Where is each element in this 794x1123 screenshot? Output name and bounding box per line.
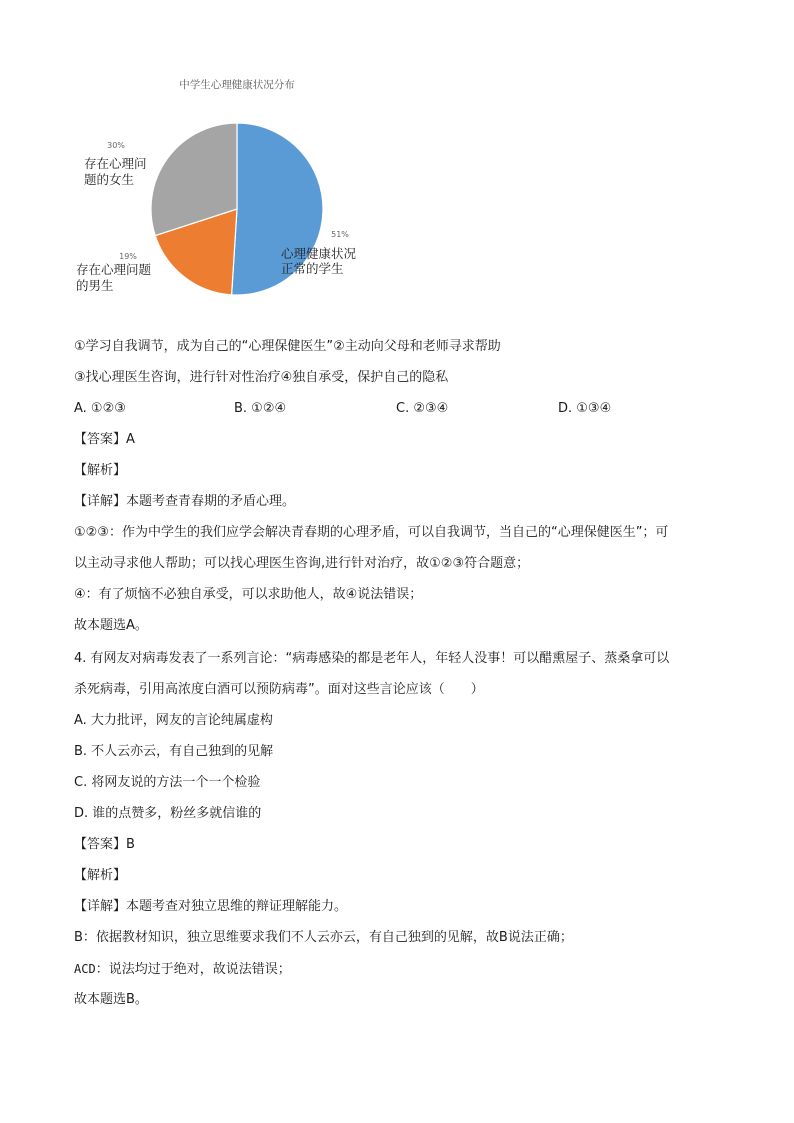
q4-explanation-1: B：依据教材知识，独立思维要求我们不人云亦云，有自己独到的见解，故B说法正确； [74, 930, 573, 945]
q4-stem-2: 杀死病毒，引用高浓度白酒可以预防病毒”。面对这些言论应该（ ） [74, 682, 484, 697]
slice-label-normal-line1: 心理健康状况 [281, 246, 357, 261]
pct-label-boys: 19% [119, 252, 137, 261]
q3-explanation-1a: ①②③：作为中学生的我们应学会解决青春期的心理矛盾，可以自我调节，当自己的“心理保健医生”；可 [74, 525, 669, 540]
q3-explanation-2: ④：有了烦恼不必独自承受，可以求助他人，故④说法错误； [74, 587, 423, 602]
pct-label-normal: 51% [331, 230, 349, 239]
q4-detail: 【详解】本题考查对独立思维的辩证理解能力。 [74, 899, 348, 914]
q4-option-b: B. 不人云亦云，有自己独到的见解 [74, 744, 274, 759]
q4-explanation-2 [74, 960, 291, 979]
q4-option-a: A. 大力批评，网友的言论纯属虚构 [74, 713, 273, 728]
q4-explanation-2-code: ACD [74, 962, 96, 976]
slice-label-girls-line1: 存在心理问 [84, 156, 147, 171]
q3-option-b: B. ①②④ [234, 401, 287, 416]
q3-statement-2: ③找心理医生咨询，进行针对性治疗④独自承受，保护自己的隐私 [74, 370, 449, 385]
q4-option-d: D. 谁的点赞多，粉丝多就信谁的 [74, 806, 262, 821]
slice-label-boys-line1: 存在心理问题 [76, 262, 152, 277]
q3-explanation-1b: 以主动寻求他人帮助；可以找心理医生咨询,进行针对治疗，故①②③符合题意； [74, 556, 530, 571]
q3-option-d: D. ①③④ [558, 401, 612, 416]
q3-analysis-heading: 【解析】 [74, 463, 127, 478]
q4-explanation-2-text: ：说法均过于绝对，故说法错误； [95, 962, 291, 977]
q3-statement-1: ①学习自我调节，成为自己的“心理保健医生”②主动向父母和老师寻求帮助 [74, 339, 501, 354]
chart-title: 中学生心理健康状况分布 [179, 79, 295, 91]
q4-conclusion: 故本题选B。 [74, 992, 148, 1007]
slice-label-girls-line2: 题的女生 [84, 172, 135, 187]
q3-option-a: A. ①②③ [74, 401, 126, 416]
q3-detail: 【详解】本题考查青春期的矛盾心理。 [74, 494, 296, 509]
slice-label-normal-line2: 正常的学生 [281, 261, 344, 276]
q4-answer: 【答案】B [74, 837, 135, 852]
q4-stem-1: 4. 有网友对病毒发表了一系列言论：“病毒感染的都是老年人，年轻人没事！可以醋熏屋子、蒸桑拿可以 [74, 651, 670, 666]
pie-chart [60, 70, 360, 305]
slice-label-boys-line2: 的男生 [76, 278, 114, 293]
q4-option-c: C. 将网友说的方法一个一个检验 [74, 775, 261, 790]
q3-conclusion: 故本题选A。 [74, 618, 148, 633]
pct-label-girls: 30% [107, 141, 125, 150]
q3-option-c: C. ②③④ [396, 401, 449, 416]
q4-analysis-heading: 【解析】 [74, 868, 127, 883]
q3-answer: 【答案】A [74, 432, 135, 447]
